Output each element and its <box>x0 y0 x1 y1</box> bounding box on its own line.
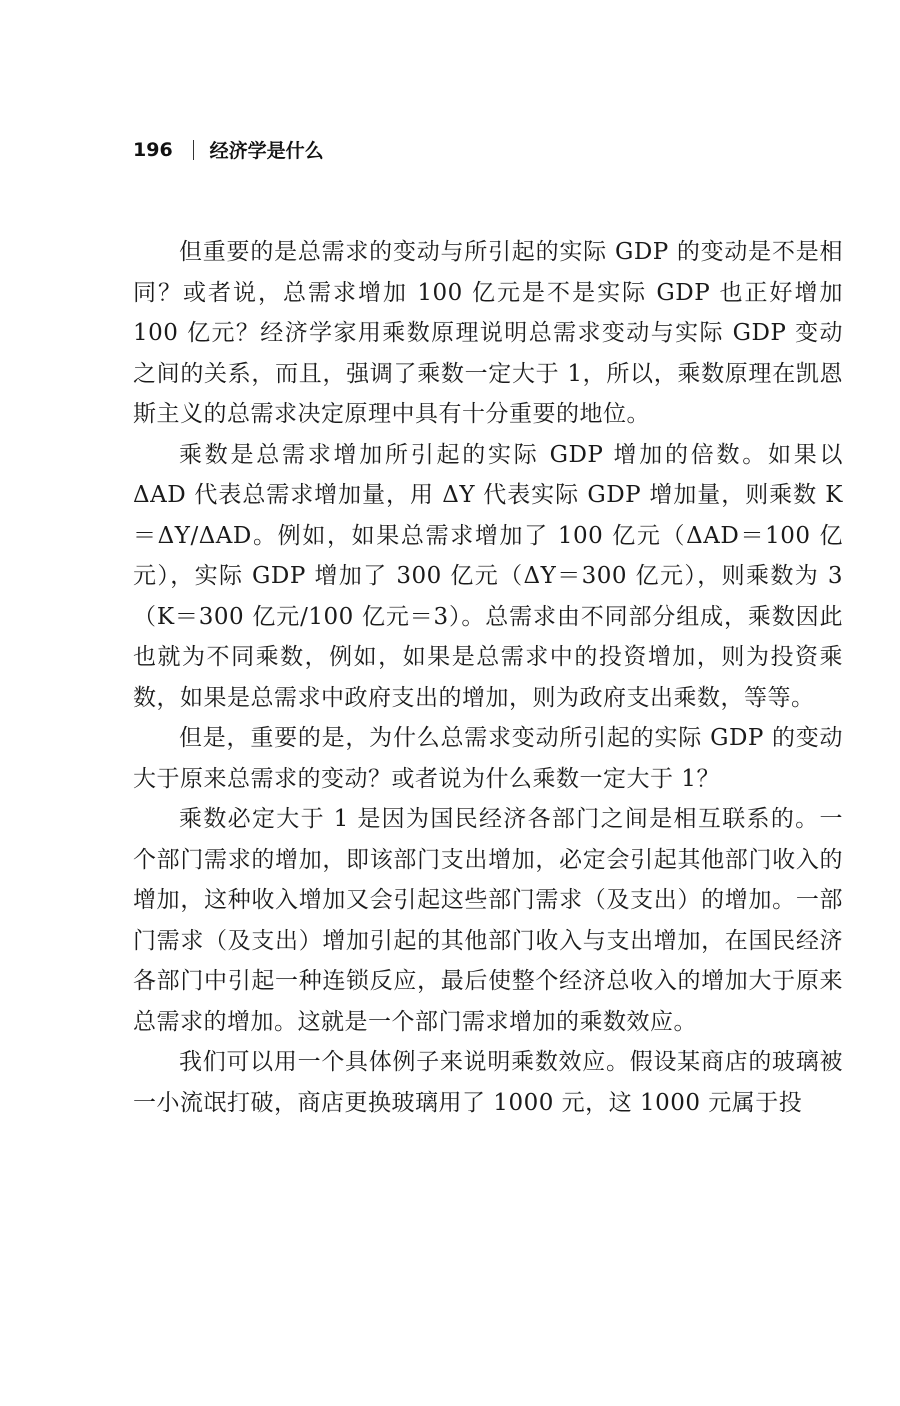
book-title: 经济学是什么 <box>209 140 324 162</box>
page-number: 196 <box>133 138 173 161</box>
paragraph-5: 我们可以用一个具体例子来说明乘数效应。假设某商店的玻璃被一小流氓打破，商店更换玻璃用了 1000 元，这 1000 元属于投 <box>133 1049 843 1116</box>
paragraph-2: 乘数是总需求增加所引起的实际 GDP 增加的倍数。如果以 ΔAD 代表总需求增加量，用 ΔY 代表实际 GDP 增加量，则乘数 K ＝ΔY/ΔAD。例如，如果总需求增加了 100 亿元（ΔAD＝100 亿元），实际 GDP 增加了 300 亿元（ΔY＝300 亿元），则乘数为 3（K＝300 亿元/100 亿元＝3）。总需求由不同部分组成，乘数因此也就为不同乘数，例如，如果是总需求中的投资增加，则为投资乘数，如果是总需求中政府支出的增加，则为政府支出乘数，等等。 <box>133 441 843 711</box>
paragraph-4: 乘数必定大于 1 是因为国民经济各部门之间是相互联系的。一个部门需求的增加，即该部门支出增加，必定会引起其他部门收入的增加，这种收入增加又会引起这些部门需求（及支出）的增加。一部门需求（及支出）增加引起的其他部门收入与支出增加，在国民经济各部门中引起一种连锁反应，最后使整个经济总收入的增加大于原来总需求的增加。这就是一个部门需求增加的乘数效应。 <box>133 806 843 1035</box>
running-head <box>133 136 324 163</box>
paragraph-3: 但是，重要的是，为什么总需求变动所引起的实际 GDP 的变动大于原来总需求的变动？或者说为什么乘数一定大于 1？ <box>133 725 843 792</box>
header-divider <box>193 140 194 160</box>
body-text <box>133 232 843 1123</box>
paragraph-1: 但重要的是总需求的变动与所引起的实际 GDP 的变动是不是相同？或者说，总需求增加 100 亿元是不是实际 GDP 也正好增加 100 亿元？经济学家用乘数原理说明总需求变动与实际 GDP 变动之间的关系，而且，强调了乘数一定大于 1，所以，乘数原理在凯恩斯主义的总需求决定原理中具有十分重要的地位。 <box>133 239 843 427</box>
